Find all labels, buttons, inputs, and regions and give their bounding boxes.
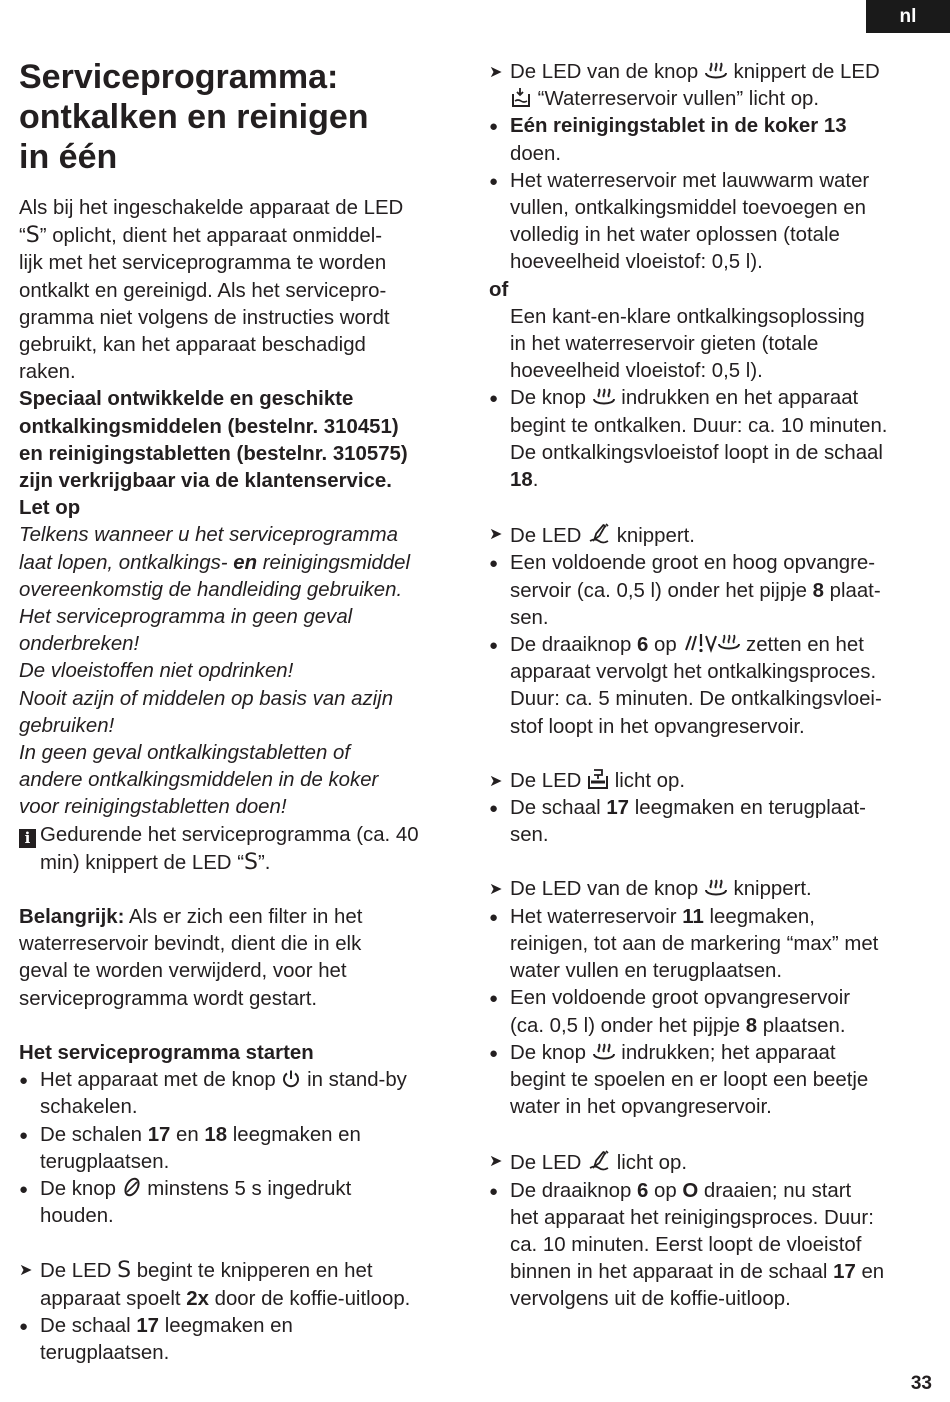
descale-icon (587, 521, 611, 545)
result-led-steam-blinks: ➤ De LED van de knop knippert de LED “Waterreservoir vullen” licht op. (489, 61, 880, 111)
service-s-symbol: S (25, 223, 40, 249)
step-empty-tray-17-right: ● De schaal 17 leegmaken en terugplaat- sen. (489, 797, 866, 847)
bullet-marker: ● (489, 908, 499, 926)
arrow-marker: ➤ (489, 1153, 503, 1171)
intro-paragraph: Als bij het ingeschakelde apparaat de LED “S” oplicht, dient het apparaat onmiddel- lijk met het serviceprogramma te worden ontkalkt en gereinigd. Als het servicepro- gramma niet volgens de instructies wordt gebruikt, kan het apparaat beschadigd raken. (19, 197, 404, 384)
info-icon: i (19, 829, 36, 848)
step-place-container-2: ● Een voldoende groot opvangreservoir (ca. 0,5 l) onder het pijpje 8 plaatsen. (489, 987, 851, 1037)
step-fill-reservoir: ● Het waterreservoir met lauwwarm water vullen, ontkalkingsmiddel toevoegen en volledig in het water oplossen (totale hoeveelheid vloeistof: 0,5 l). (489, 169, 870, 274)
arrow-marker: ➤ (489, 526, 503, 544)
tablet-icon (122, 1176, 142, 1198)
arrow-marker: ➤ (489, 881, 503, 899)
bullet-marker: ● (19, 1072, 29, 1090)
step-empty-trays: ● De schalen 17 en 18 leegmaken en terugplaatsen. (19, 1123, 361, 1173)
bullet-marker: ● (489, 800, 499, 818)
steam-icon (704, 61, 728, 81)
result-led-tray-lights: ➤ De LED licht op. (489, 768, 934, 795)
info-note: i Gedurende het serviceprogramma (ca. 40 min) knippert de LED “S”. (19, 822, 469, 877)
page-title: Serviceprogramma: ontkalken en reinigen in één (19, 58, 369, 176)
descale-icon (587, 1148, 611, 1172)
step-place-container: ● Een voldoende groot en hoog opvangre- servoir (ca. 0,5 l) onder het pijpje 8 plaat- sen. (489, 552, 881, 629)
result-led-steam-blinks-2: ➤ De LED van de knop knippert. (489, 876, 934, 903)
bullet-marker: ● (489, 990, 499, 1008)
steam-icon (592, 1042, 616, 1062)
right-column (489, 59, 934, 1314)
bullet-marker: ● (489, 118, 499, 136)
bullet-marker: ● (19, 1180, 29, 1198)
service-s-symbol: S (244, 849, 258, 875)
water-fill-icon (510, 86, 532, 108)
step-press-steam: ● De knop indrukken en het apparaat begint te ontkalken. Duur: ca. 10 minuten. De ontkalkingsvloeistof loopt in de schaal 18. (489, 387, 888, 492)
bullet-marker: ● (489, 172, 499, 190)
warning-block: Telkens wanneer u het serviceprogramma laat lopen, ontkalkings- en reinigingsmiddel overeenkomstig de handleiding gebruiken. Het serviceprogramma in geen geval onderbreken! De vloeistoffen niet opdrinken! Nooit azijn of middelen op basis van azijn gebruiken! In geen geval ontkalkingstabletten of andere ontkalkingsmiddelen in de koker voor reinigingstabletten doen! (19, 524, 411, 819)
step-insert-tablet: ● Eén reinigingstablet in de koker 13 doen. (489, 115, 847, 165)
result-led-descale-lights: ➤ De LED licht op. (489, 1148, 934, 1177)
left-column (19, 57, 469, 1367)
step-hold-button: ● De knop minstens 5 s ingedrukt houden. (19, 1177, 352, 1228)
let-op-heading: Let op (19, 497, 81, 520)
important-note: Belangrijk: Als er zich een filter in het waterreservoir bevindt, dient die in elk geval te worden verwijderd, voor het serviceprogramma wordt gestart. (19, 906, 363, 1010)
bullet-marker: ● (489, 390, 499, 408)
bullet-marker: ● (489, 1182, 499, 1200)
language-tab: nl (866, 0, 950, 33)
step-press-steam-rinse: ● De knop indrukken; het apparaat begint te spoelen en er loopt een beetje water in het opvangreservoir. (489, 1041, 869, 1119)
bullet-marker: ● (489, 1044, 499, 1062)
tray-icon (587, 768, 609, 790)
special-products-note: Speciaal ontwikkelde en geschikte ontkalkingsmiddelen (bestelnr. 310451) en reinigingstabletten (bestelnr. 310575) zijn verkrijgbaar via de klantenservice. (19, 388, 408, 493)
arrow-marker: ➤ (489, 64, 503, 81)
start-heading: Het serviceprogramma starten (19, 1041, 314, 1064)
power-icon (281, 1069, 301, 1089)
or-label: of (489, 278, 509, 301)
bullet-marker: ● (19, 1126, 29, 1144)
step-empty-tray-17: ● De schaal 17 leegmaken en terugplaatsen. (19, 1314, 293, 1364)
arrow-marker: ➤ (489, 772, 503, 790)
result-led-blinks: ➤ De LED S begint te knipperen en het apparaat spoelt 2x door de koffie-uitloop. (19, 1258, 411, 1310)
steam-icon (704, 878, 728, 898)
alt-ready-solution: Een kant-en-klare ontkalkingsoplossing in het waterreservoir gieten (totale hoeveelheid vloeistof: 0,5 l). (510, 305, 865, 383)
bullet-marker: ● (489, 637, 499, 655)
dial-positions-icon (682, 632, 740, 654)
bullet-marker: ● (19, 1317, 29, 1335)
step-empty-reservoir: ● Het waterreservoir 11 leegmaken, reinigen, tot aan de markering “max” met water vullen en terugplaatsen. (489, 905, 879, 983)
step-dial-to-o: ● De draaiknop 6 op O draaien; nu start het apparaat het reinigingsproces. Duur: ca. 10 minuten. Eerst loopt de vloeistof binnen in het apparaat in de schaal 17 en vervolgens uit de koffie-uitloop. (489, 1179, 885, 1311)
service-s-symbol: S (117, 1258, 132, 1284)
step-standby: ● Het apparaat met de knop in stand-by schakelen. (19, 1069, 407, 1119)
result-led-descale-blinks: ➤ De LED knippert. (489, 521, 934, 550)
step-turn-dial: ● De draaiknop 6 op zetten en het apparaat vervolgt het ontkalkingsproces. Duur: ca. 5 minuten. De ontkalkingsvloei- stof loopt in het opvangreservoir. (489, 634, 882, 738)
bullet-marker: ● (489, 555, 499, 573)
steam-icon (592, 387, 616, 407)
page-number: 33 (910, 1373, 932, 1394)
arrow-marker: ➤ (19, 1262, 33, 1280)
